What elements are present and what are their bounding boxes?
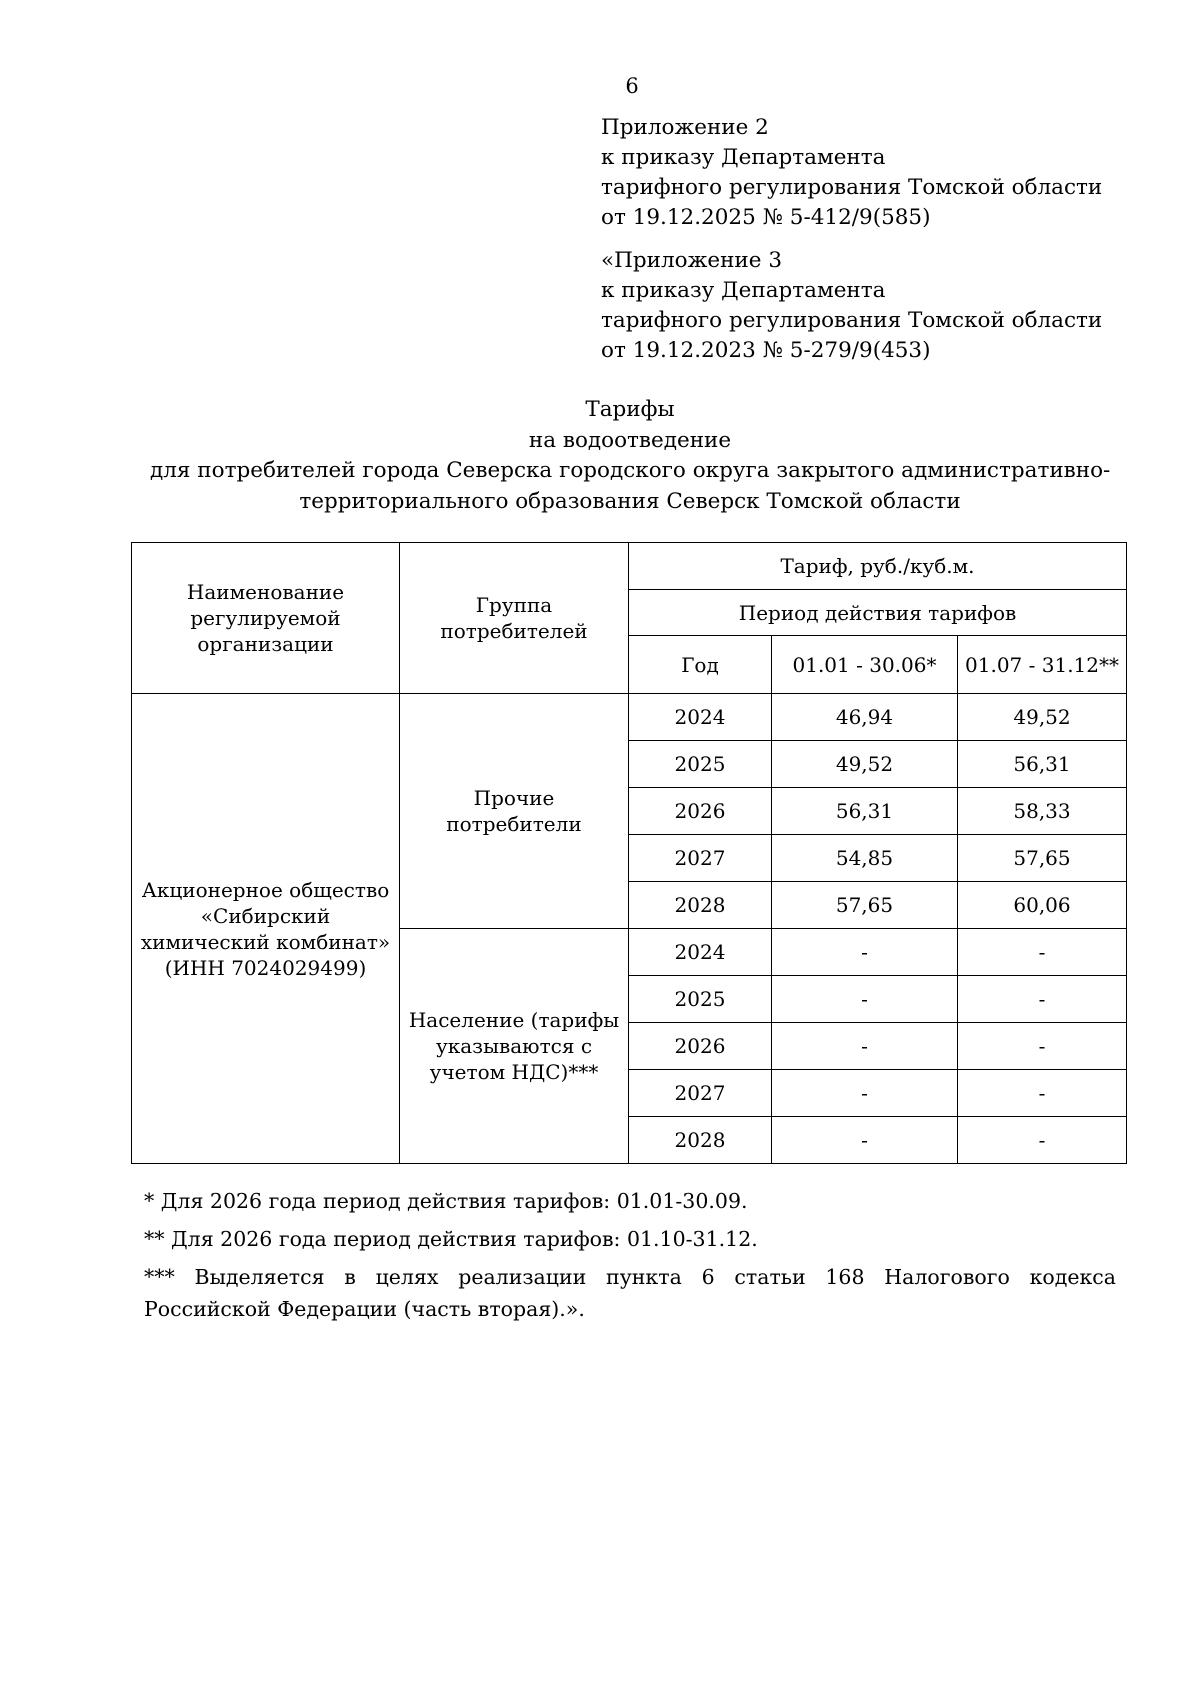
annex-header <box>601 113 1102 233</box>
cell-tariff-period-2: - <box>958 1117 1127 1164</box>
annex-quoted-line: к приказу Департамента <box>601 278 886 303</box>
tariff-table <box>131 542 1127 1164</box>
cell-tariff-period-2: - <box>958 1023 1127 1070</box>
cell-year: 2025 <box>629 741 772 788</box>
footnote-2: ** Для 2026 года период действия тарифов: 01.10-31.12. <box>144 1227 758 1251</box>
header-period-1: 01.01 - 30.06* <box>772 636 958 694</box>
title-line: территориального образования Северск Томской области <box>299 488 961 514</box>
title-line: Тарифы <box>585 397 675 422</box>
cell-tariff-period-1: 46,94 <box>772 694 958 741</box>
cell-tariff-period-2: 57,65 <box>958 835 1127 882</box>
annex-header-line: к приказу Департамента <box>601 145 886 170</box>
cell-tariff-period-2: - <box>958 929 1127 976</box>
page-number: 6 <box>625 74 639 98</box>
footnote-1: * Для 2026 года период действия тарифов: 01.01-30.09. <box>144 1189 748 1213</box>
annex-header-line: тарифного регулирования Томской области <box>601 175 1103 200</box>
cell-year: 2025 <box>629 976 772 1023</box>
consumer-group-population: Население (тарифы указываются с учетом НДС)*** <box>400 929 629 1164</box>
cell-tariff-period-1: - <box>772 1070 958 1117</box>
organization-name: Акционерное общество «Сибирский химический комбинат» (ИНН 7024029499) <box>132 694 400 1164</box>
cell-tariff-period-2: 49,52 <box>958 694 1127 741</box>
cell-year: 2027 <box>629 1070 772 1117</box>
cell-tariff-period-2: - <box>958 976 1127 1023</box>
cell-year: 2024 <box>629 694 772 741</box>
cell-tariff-period-2: 58,33 <box>958 788 1127 835</box>
cell-tariff-period-1: 54,85 <box>772 835 958 882</box>
footnote-3: *** Выделяется в целях реализации пункта 6 статьи 168 Налогового кодекса Российской Федерации (часть вторая).». <box>144 1265 1116 1321</box>
cell-tariff-period-1: 57,65 <box>772 882 958 929</box>
cell-tariff-period-1: 49,52 <box>772 741 958 788</box>
annex-header-line: от 19.12.2025 № 5-412/9(585) <box>601 205 931 230</box>
table-row <box>132 694 1127 741</box>
cell-tariff-period-2: - <box>958 1070 1127 1117</box>
header-org-name: Наименование регулируемой организации <box>132 543 400 694</box>
cell-year: 2028 <box>629 1117 772 1164</box>
header-period: Период действия тарифов <box>629 590 1127 636</box>
annex-quoted-line: «Приложение 3 <box>601 248 782 273</box>
cell-tariff-period-1: - <box>772 929 958 976</box>
annex-quoted-line: тарифного регулирования Томской области <box>601 308 1103 333</box>
cell-tariff-period-1: - <box>772 1117 958 1164</box>
header-tariff-unit: Тариф, руб./куб.м. <box>629 543 1127 590</box>
cell-tariff-period-2: 60,06 <box>958 882 1127 929</box>
header-year: Год <box>629 636 772 694</box>
header-period-2: 01.07 - 31.12** <box>958 636 1127 694</box>
cell-year: 2026 <box>629 788 772 835</box>
cell-tariff-period-1: 56,31 <box>772 788 958 835</box>
annex-quoted-line: от 19.12.2023 № 5-279/9(453) <box>601 338 931 363</box>
cell-tariff-period-1: - <box>772 1023 958 1070</box>
title-line: для потребителей города Северска городского округа закрытого административно- <box>150 458 1111 483</box>
annex-quoted-header <box>601 246 1102 366</box>
document-title <box>150 395 1110 517</box>
cell-year: 2024 <box>629 929 772 976</box>
cell-year: 2027 <box>629 835 772 882</box>
cell-tariff-period-1: - <box>772 976 958 1023</box>
cell-tariff-period-2: 56,31 <box>958 741 1127 788</box>
annex-header-line: Приложение 2 <box>601 115 769 140</box>
cell-year: 2026 <box>629 1023 772 1070</box>
cell-year: 2028 <box>629 882 772 929</box>
consumer-group-other: Прочие потребители <box>400 694 629 929</box>
header-consumer-group: Группа потребителей <box>400 543 629 694</box>
title-line: на водоотведение <box>528 427 732 453</box>
